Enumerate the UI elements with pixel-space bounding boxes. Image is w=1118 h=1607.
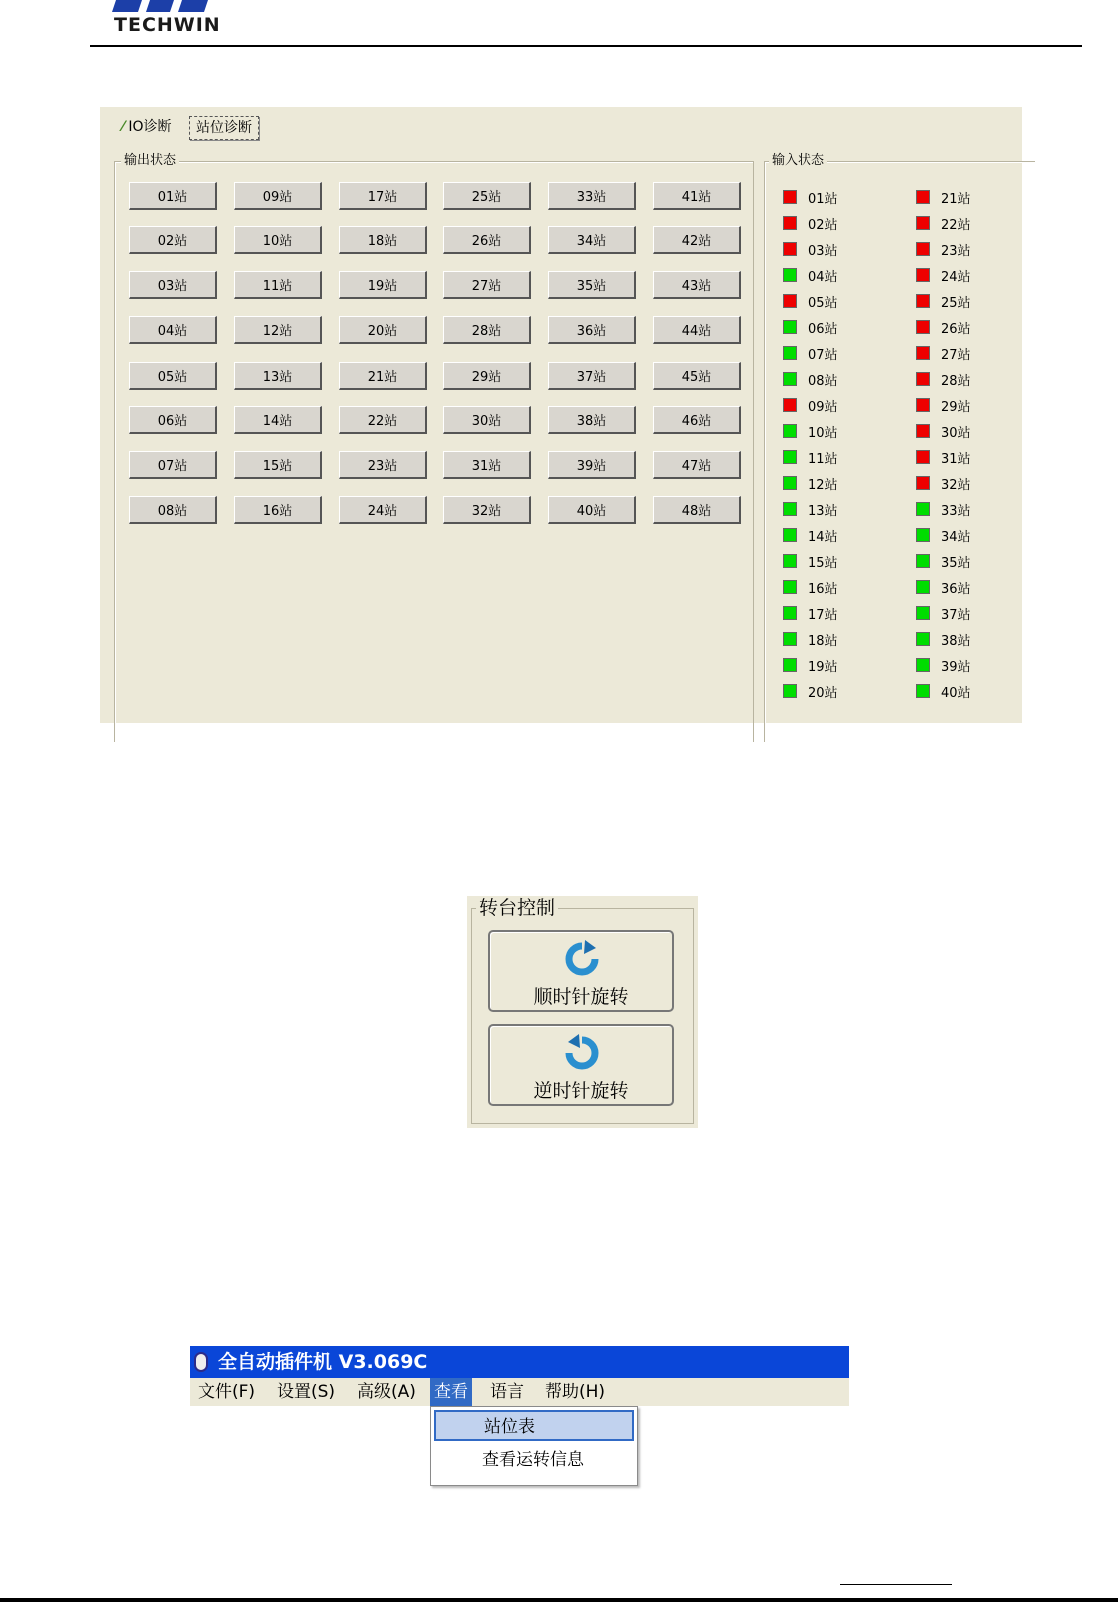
input-status-label: 23站 — [941, 243, 971, 259]
output-station-button[interactable]: 32站 — [443, 496, 531, 524]
status-indicator-icon — [783, 424, 797, 438]
input-status-label: 01站 — [808, 191, 838, 207]
status-indicator-icon — [916, 450, 930, 464]
output-station-button[interactable]: 03站 — [129, 271, 217, 299]
status-indicator-icon — [783, 242, 797, 256]
output-station-button[interactable]: 39站 — [548, 451, 636, 479]
input-status-label: 34站 — [941, 529, 971, 545]
menubar — [190, 1378, 849, 1406]
menu-advanced[interactable]: 高级(A) — [357, 1382, 416, 1402]
input-status-item — [916, 422, 971, 440]
input-status-label: 18站 — [808, 633, 838, 649]
input-status-item — [916, 318, 971, 336]
output-station-button[interactable]: 14站 — [234, 406, 322, 434]
output-station-button[interactable]: 19站 — [339, 271, 427, 299]
input-status-item — [916, 604, 971, 622]
output-station-button[interactable]: 38站 — [548, 406, 636, 434]
footer-rule — [0, 1598, 1118, 1602]
logo-text: TECHWIN — [114, 14, 221, 36]
input-status-item — [916, 500, 971, 518]
footer-underline — [840, 1584, 952, 1585]
status-indicator-icon — [916, 502, 930, 516]
rotate-clockwise-label: 顺时针旋转 — [533, 986, 629, 1008]
status-indicator-icon — [783, 398, 797, 412]
output-station-button[interactable]: 12站 — [234, 316, 322, 344]
output-station-button[interactable]: 18站 — [339, 226, 427, 254]
input-status-group — [764, 153, 1035, 742]
input-status-label: 07站 — [808, 347, 838, 363]
output-station-button[interactable]: 07站 — [129, 451, 217, 479]
rotary-control-title: 转台控制 — [476, 896, 558, 920]
status-indicator-icon — [783, 268, 797, 282]
input-status-label: 30站 — [941, 425, 971, 441]
menu-help[interactable]: 帮助(H) — [545, 1382, 606, 1402]
status-indicator-icon — [783, 528, 797, 542]
status-indicator-icon — [916, 294, 930, 308]
output-station-button[interactable]: 10站 — [234, 226, 322, 254]
output-station-button[interactable]: 43站 — [653, 271, 741, 299]
input-status-item — [783, 266, 838, 284]
status-indicator-icon — [783, 502, 797, 516]
status-indicator-icon — [916, 346, 930, 360]
input-status-label: 37站 — [941, 607, 971, 623]
menu-view[interactable]: 查看 — [430, 1378, 472, 1406]
input-status-item — [916, 344, 971, 362]
status-indicator-icon — [916, 424, 930, 438]
input-status-item — [783, 422, 838, 440]
menu-file[interactable]: 文件(F) — [198, 1382, 256, 1402]
app-window — [190, 1346, 849, 1487]
status-indicator-icon — [916, 268, 930, 282]
output-station-button[interactable]: 48站 — [653, 496, 741, 524]
status-indicator-icon — [916, 684, 930, 698]
tab-station-diagnostics[interactable]: 站位诊断 — [189, 116, 259, 140]
output-station-button[interactable]: 22站 — [339, 406, 427, 434]
input-status-item — [783, 526, 838, 544]
status-indicator-icon — [916, 320, 930, 334]
input-status-item — [916, 370, 971, 388]
input-status-item — [916, 474, 971, 492]
input-status-item — [783, 396, 838, 414]
status-indicator-icon — [783, 554, 797, 568]
status-indicator-icon — [916, 398, 930, 412]
view-dropdown-menu — [430, 1406, 638, 1486]
output-station-button[interactable]: 44站 — [653, 316, 741, 344]
input-status-item — [916, 292, 971, 310]
input-status-item — [783, 344, 838, 362]
output-station-button[interactable]: 23站 — [339, 451, 427, 479]
status-indicator-icon — [783, 684, 797, 698]
output-station-button[interactable]: 34站 — [548, 226, 636, 254]
status-indicator-icon — [783, 632, 797, 646]
station-diagnostics-panel — [100, 107, 1022, 723]
window-titlebar — [190, 1346, 849, 1378]
input-status-item — [916, 266, 971, 284]
output-station-button[interactable]: 25站 — [443, 182, 531, 210]
tab-io-diagnostics[interactable] — [116, 116, 178, 138]
input-status-item — [783, 214, 838, 232]
input-status-label: 03站 — [808, 243, 838, 259]
input-status-label: 40站 — [941, 685, 971, 701]
status-indicator-icon — [783, 606, 797, 620]
rotate-counterclockwise-button[interactable] — [488, 1024, 674, 1106]
status-indicator-icon — [783, 372, 797, 386]
input-status-label: 19站 — [808, 659, 838, 675]
input-status-label: 17站 — [808, 607, 838, 623]
output-station-button[interactable]: 26站 — [443, 226, 531, 254]
output-station-button[interactable]: 27站 — [443, 271, 531, 299]
input-status-label: 22站 — [941, 217, 971, 233]
output-station-button[interactable]: 40站 — [548, 496, 636, 524]
input-status-item — [783, 448, 838, 466]
status-indicator-icon — [916, 528, 930, 542]
rotate-counterclockwise-icon — [562, 1034, 602, 1074]
input-status-item — [916, 526, 971, 544]
input-status-label: 28站 — [941, 373, 971, 389]
input-status-label: 15站 — [808, 555, 838, 571]
input-status-label: 36站 — [941, 581, 971, 597]
logo-mark — [112, 0, 224, 14]
input-status-item — [783, 188, 838, 206]
input-status-label: 26站 — [941, 321, 971, 337]
status-indicator-icon — [783, 294, 797, 308]
status-indicator-icon — [783, 450, 797, 464]
output-station-button[interactable]: 46站 — [653, 406, 741, 434]
input-status-label: 14站 — [808, 529, 838, 545]
output-station-button[interactable]: 45站 — [653, 362, 741, 390]
input-status-label: 25站 — [941, 295, 971, 311]
output-station-button[interactable]: 30站 — [443, 406, 531, 434]
output-station-button[interactable]: 01站 — [129, 182, 217, 210]
output-station-button[interactable]: 37站 — [548, 362, 636, 390]
input-status-label: 21站 — [941, 191, 971, 207]
output-station-button[interactable]: 31站 — [443, 451, 531, 479]
input-status-item — [916, 682, 971, 700]
status-indicator-icon — [916, 554, 930, 568]
output-status-group — [114, 153, 754, 742]
status-indicator-icon — [916, 606, 930, 620]
input-status-item — [916, 214, 971, 232]
output-station-button[interactable]: 15站 — [234, 451, 322, 479]
input-status-item — [783, 474, 838, 492]
output-station-button[interactable]: 08站 — [129, 496, 217, 524]
output-station-button[interactable]: 09站 — [234, 182, 322, 210]
input-status-item — [783, 630, 838, 648]
input-status-label: 11站 — [808, 451, 838, 467]
status-indicator-icon — [916, 242, 930, 256]
output-station-button[interactable]: 17站 — [339, 182, 427, 210]
input-status-label: 08站 — [808, 373, 838, 389]
input-status-label: 04站 — [808, 269, 838, 285]
output-station-button[interactable]: 13站 — [234, 362, 322, 390]
output-station-button[interactable]: 11站 — [234, 271, 322, 299]
input-status-item — [783, 318, 838, 336]
menu-language[interactable]: 语言 — [490, 1382, 524, 1402]
input-status-label: 05站 — [808, 295, 838, 311]
rotate-counterclockwise-label: 逆时针旋转 — [533, 1080, 629, 1102]
status-indicator-icon — [916, 476, 930, 490]
output-station-button[interactable]: 47站 — [653, 451, 741, 479]
input-status-label: 31站 — [941, 451, 971, 467]
input-status-item — [916, 240, 971, 258]
status-indicator-icon — [916, 216, 930, 230]
input-status-label: 06站 — [808, 321, 838, 337]
input-status-label: 16站 — [808, 581, 838, 597]
input-status-item — [783, 578, 838, 596]
output-station-button[interactable]: 05站 — [129, 362, 217, 390]
output-station-button[interactable]: 20站 — [339, 316, 427, 344]
app-icon — [194, 1352, 208, 1372]
status-indicator-icon — [783, 580, 797, 594]
output-station-button[interactable]: 04站 — [129, 316, 217, 344]
input-status-label: 13站 — [808, 503, 838, 519]
input-status-label: 02站 — [808, 217, 838, 233]
input-status-item — [916, 552, 971, 570]
window-title: 全自动插件机 V3.069C — [218, 1351, 428, 1373]
input-status-label: 32站 — [941, 477, 971, 493]
input-status-label: 12站 — [808, 477, 838, 493]
output-station-button[interactable]: 02站 — [129, 226, 217, 254]
status-indicator-icon — [783, 216, 797, 230]
status-indicator-icon — [916, 372, 930, 386]
rotate-clockwise-icon — [562, 940, 602, 980]
menu-item-station-table[interactable]: 站位表 — [434, 1410, 634, 1441]
output-status-title: 输出状态 — [121, 153, 179, 169]
input-status-label: 24站 — [941, 269, 971, 285]
input-status-title: 输入状态 — [769, 153, 827, 169]
output-station-button[interactable]: 42站 — [653, 226, 741, 254]
input-status-label: 39站 — [941, 659, 971, 675]
input-status-item — [783, 604, 838, 622]
input-status-item — [916, 396, 971, 414]
input-status-label: 20站 — [808, 685, 838, 701]
output-station-button[interactable]: 21站 — [339, 362, 427, 390]
input-status-item — [783, 370, 838, 388]
input-status-item — [783, 552, 838, 570]
output-station-button[interactable]: 29站 — [443, 362, 531, 390]
input-status-item — [916, 656, 971, 674]
status-indicator-icon — [916, 632, 930, 646]
rotate-clockwise-button[interactable] — [488, 930, 674, 1012]
status-indicator-icon — [916, 658, 930, 672]
status-indicator-icon — [916, 580, 930, 594]
output-station-button[interactable]: 35站 — [548, 271, 636, 299]
menu-settings[interactable]: 设置(S) — [277, 1382, 336, 1402]
input-status-label: 10站 — [808, 425, 838, 441]
input-status-item — [916, 188, 971, 206]
input-status-label: 09站 — [808, 399, 838, 415]
status-indicator-icon — [783, 476, 797, 490]
status-indicator-icon — [916, 190, 930, 204]
output-station-button[interactable]: 33站 — [548, 182, 636, 210]
io-diagnostics-icon: ⁄ — [122, 119, 125, 135]
input-status-label: 27站 — [941, 347, 971, 363]
input-status-item — [783, 500, 838, 518]
input-status-item — [783, 240, 838, 258]
output-station-button[interactable]: 28站 — [443, 316, 531, 344]
output-station-button[interactable]: 36站 — [548, 316, 636, 344]
output-station-button[interactable]: 16站 — [234, 496, 322, 524]
status-indicator-icon — [783, 190, 797, 204]
status-indicator-icon — [783, 320, 797, 334]
output-station-button[interactable]: 24站 — [339, 496, 427, 524]
input-status-item — [783, 682, 838, 700]
rotary-control-panel — [467, 896, 698, 1128]
tab-io-label: IO诊断 — [128, 119, 172, 135]
input-status-label: 33站 — [941, 503, 971, 519]
header-rule — [90, 45, 1082, 47]
input-status-item — [916, 630, 971, 648]
menu-item-run-info[interactable]: 查看运转信息 — [482, 1450, 584, 1470]
output-station-button[interactable]: 06站 — [129, 406, 217, 434]
input-status-label: 29站 — [941, 399, 971, 415]
input-status-label: 35站 — [941, 555, 971, 571]
input-status-item — [783, 656, 838, 674]
input-status-item — [783, 292, 838, 310]
input-status-label: 38站 — [941, 633, 971, 649]
input-status-item — [916, 448, 971, 466]
status-indicator-icon — [783, 658, 797, 672]
input-status-item — [916, 578, 971, 596]
status-indicator-icon — [783, 346, 797, 360]
output-station-button[interactable]: 41站 — [653, 182, 741, 210]
